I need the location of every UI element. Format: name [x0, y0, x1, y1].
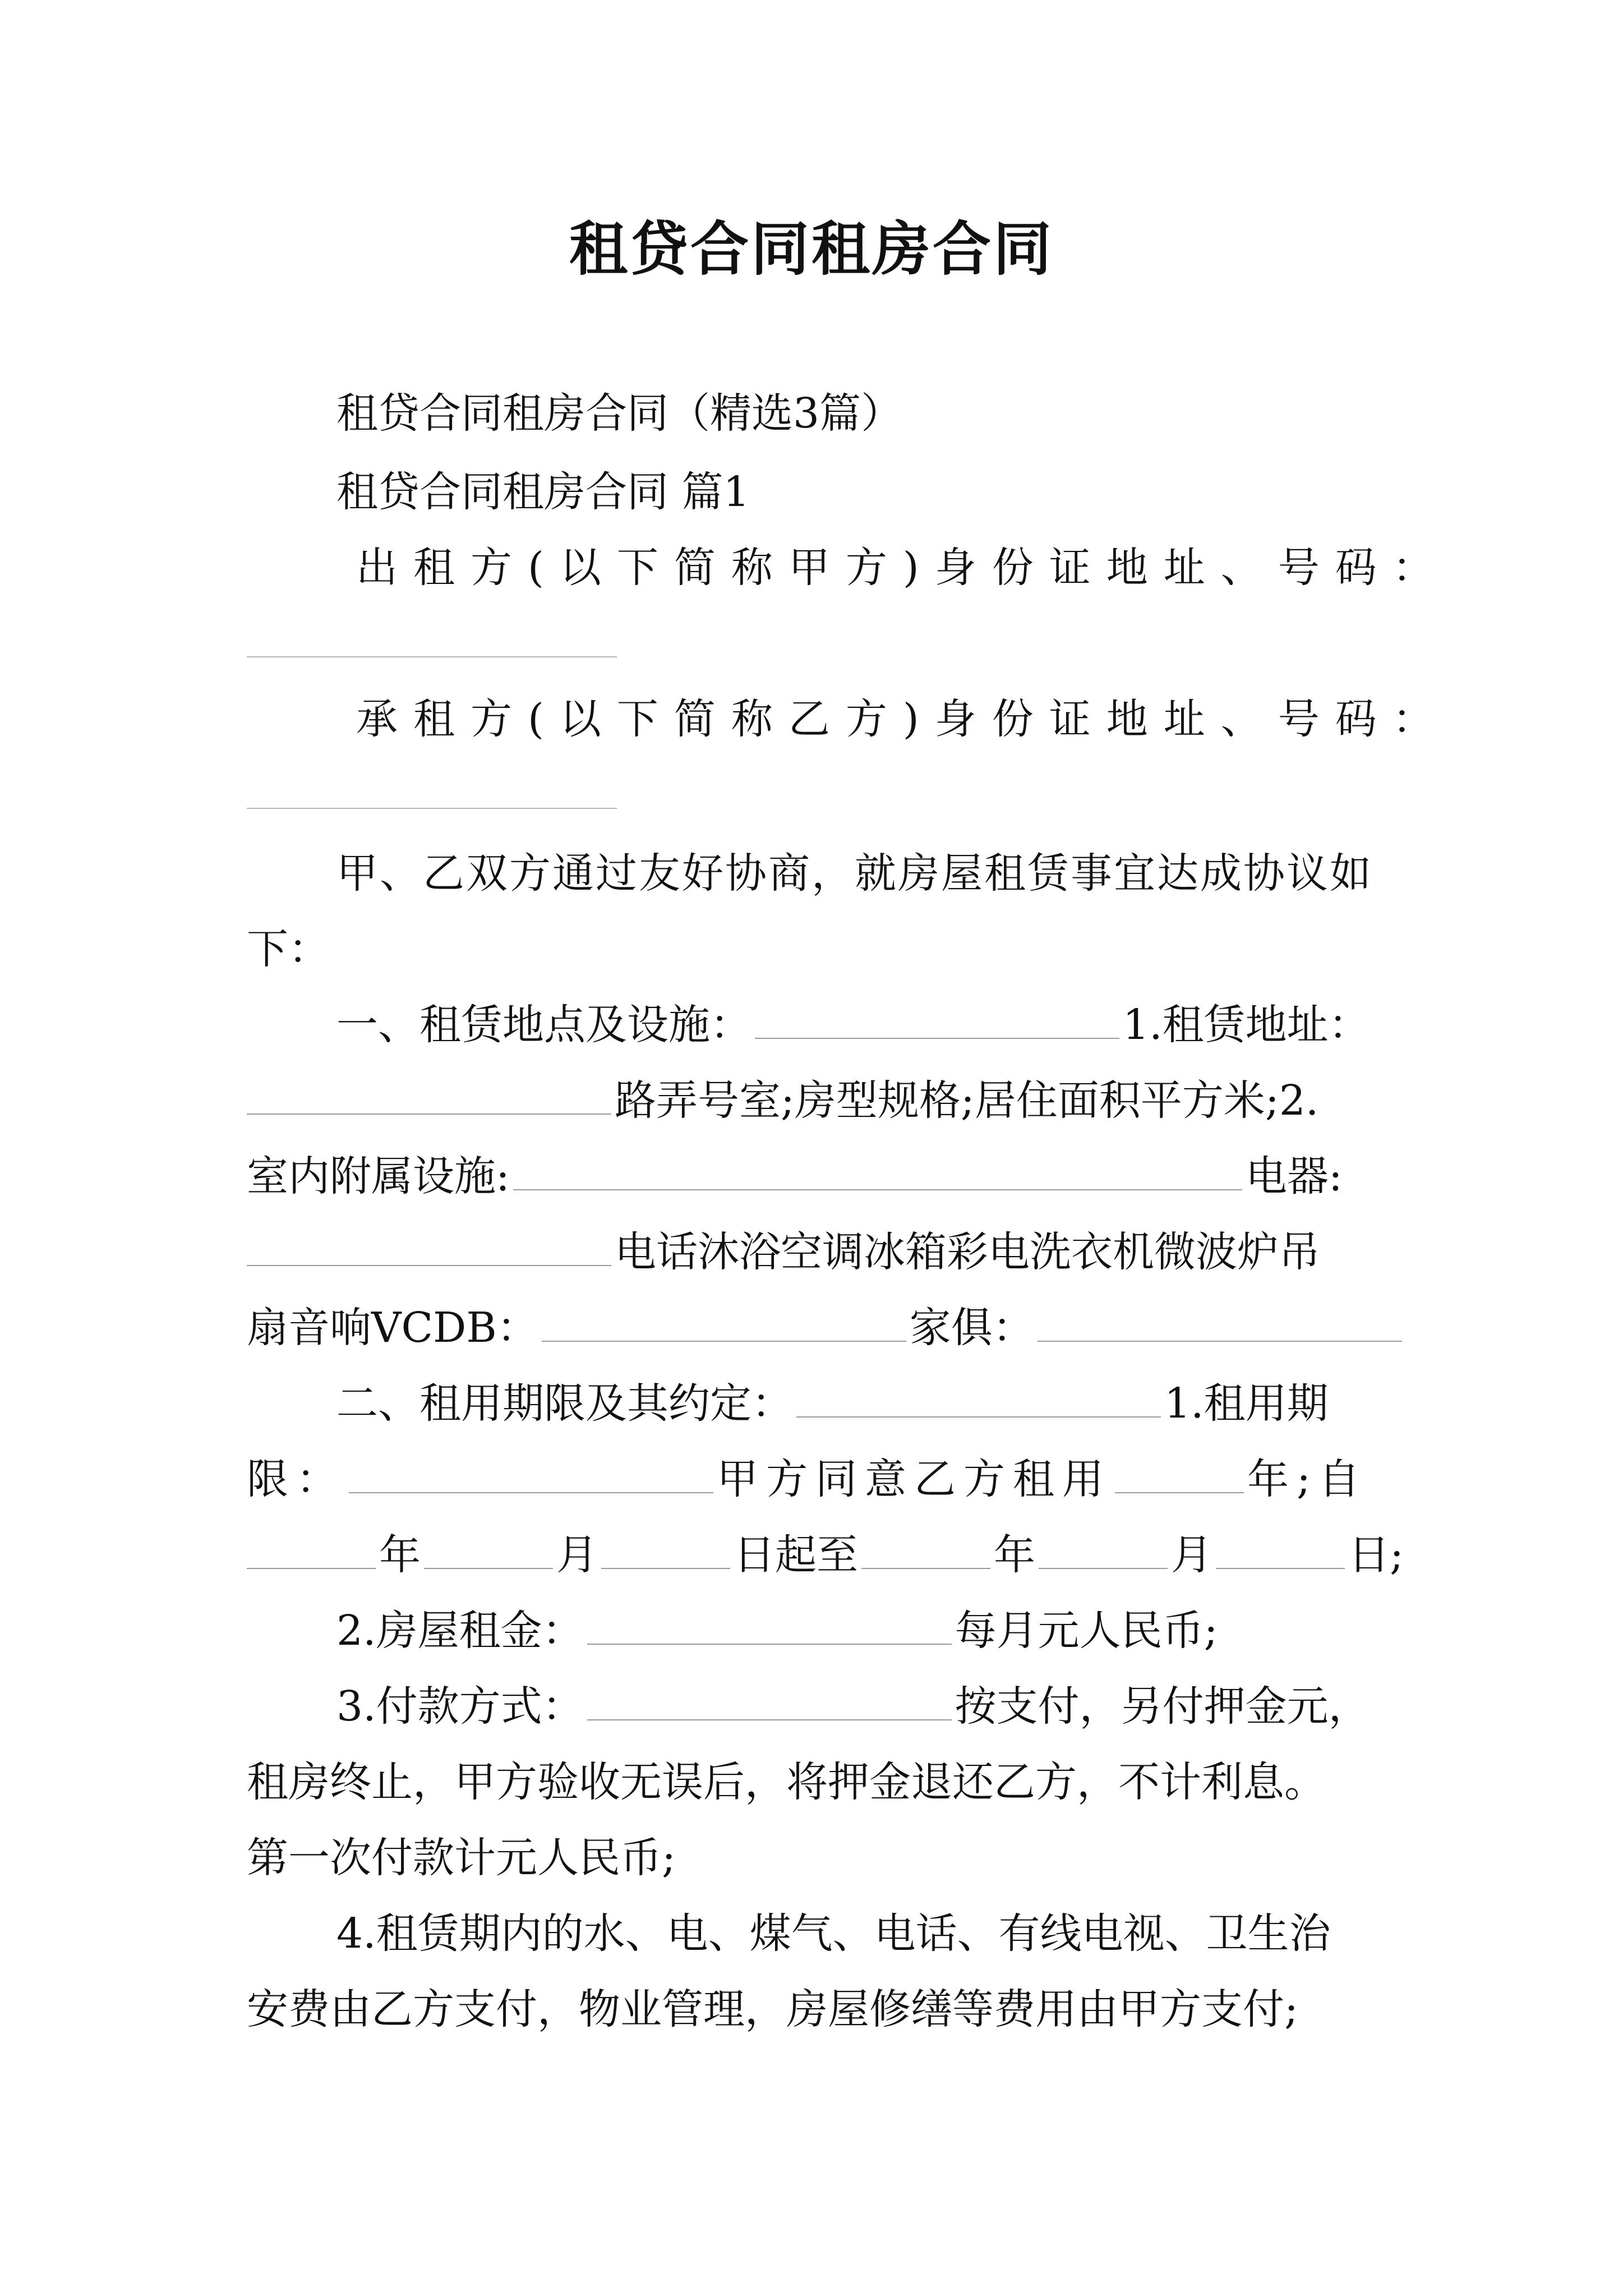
blank	[796, 1383, 1161, 1418]
section-1-line-1	[336, 1001, 1370, 1049]
lease-term-label: 1.租用期	[1164, 1379, 1329, 1428]
lessee-label: 承租方(以下简称乙方)身份证地址、号码：	[356, 695, 1450, 743]
fees-line-1: 4.租赁期内的水、电、煤气、电话、有线电视、卫生治	[336, 1910, 1331, 1958]
facilities-label: 室内附属设施:	[247, 1152, 510, 1200]
blank	[861, 1534, 990, 1569]
blank	[1038, 1307, 1402, 1342]
end-day-unit: 日;	[1348, 1531, 1404, 1579]
section-2-heading: 二、租用期限及其约定：	[336, 1379, 793, 1428]
payment-line-1	[336, 1682, 1370, 1731]
blank	[247, 1231, 611, 1266]
section-1-line-2	[247, 1076, 1319, 1125]
blank	[247, 1534, 376, 1569]
rent-line	[336, 1607, 1218, 1655]
payment-line-2: 租房终止，甲方验收无误后，将押金退还乙方，不计利息。	[247, 1758, 1326, 1806]
rental-address-label: 1.租赁地址：	[1123, 1001, 1370, 1049]
lease-date-line	[247, 1531, 1404, 1579]
document-subtitle: 租贷合同租房合同（精选3篇）	[336, 389, 903, 438]
section-1-heading: 一、租赁地点及设施：	[336, 1001, 751, 1049]
section-2-line-1	[336, 1379, 1329, 1428]
appliances-label: 电器:	[1245, 1152, 1343, 1200]
rent-label: 2.房屋租金：	[336, 1607, 584, 1655]
section-2-line-2	[247, 1455, 1368, 1503]
blank	[542, 1307, 906, 1342]
end-month-unit: 月	[1171, 1531, 1212, 1579]
blank	[1216, 1534, 1345, 1569]
rent-tail: 每月元人民币;	[955, 1607, 1218, 1655]
lessor-blank	[247, 656, 617, 657]
date-from-to: 日起至	[734, 1531, 858, 1579]
lessee-blank	[247, 808, 617, 809]
lease-term-label-end: 限：	[247, 1455, 345, 1503]
end-year-unit: 年	[994, 1531, 1035, 1579]
appliance-list: 电话沐浴空调冰箱彩电洗衣机微波炉吊	[615, 1228, 1320, 1276]
furniture-label: 家俱：	[909, 1304, 1034, 1352]
section-1-line-5	[247, 1304, 1405, 1352]
blank	[349, 1458, 713, 1493]
blank	[1039, 1534, 1168, 1569]
intro-line-1: 甲、乙双方通过友好协商，就房屋租赁事宜达成协议如	[336, 849, 1373, 898]
payment-line-3: 第一次付款计元人民币;	[247, 1834, 676, 1882]
blank	[513, 1156, 1242, 1190]
lease-years-unit: 年;自	[1247, 1455, 1368, 1503]
appliance-list-end: 扇音响VCDB：	[247, 1304, 538, 1352]
blank	[1115, 1458, 1244, 1493]
blank	[587, 1610, 952, 1645]
section-heading: 租贷合同租房合同 篇1	[336, 468, 750, 516]
payment-tail: 按支付，另付押金元，	[955, 1682, 1370, 1731]
fees-line-2: 安费由乙方支付，物业管理，房屋修缮等费用由甲方支付;	[247, 1985, 1298, 2033]
start-year-unit: 年	[379, 1531, 421, 1579]
intro-line-2: 下：	[247, 925, 330, 973]
document-title: 租贷合同租房合同	[569, 214, 1054, 283]
blank	[755, 1004, 1119, 1039]
start-month-unit: 月	[556, 1531, 598, 1579]
lease-agreement-text: 甲方同意乙方租用	[717, 1455, 1112, 1503]
payment-label: 3.付款方式：	[336, 1682, 584, 1731]
room-details: 路弄号室;房型规格;居住面积平方米;2.	[615, 1076, 1319, 1125]
lessor-label: 出租方(以下简称甲方)身份证地址、号码：	[356, 544, 1450, 592]
section-1-line-3	[247, 1152, 1343, 1200]
section-1-line-4	[247, 1228, 1320, 1276]
blank	[247, 1080, 611, 1115]
blank	[601, 1534, 730, 1569]
blank	[424, 1534, 553, 1569]
blank	[587, 1686, 952, 1720]
